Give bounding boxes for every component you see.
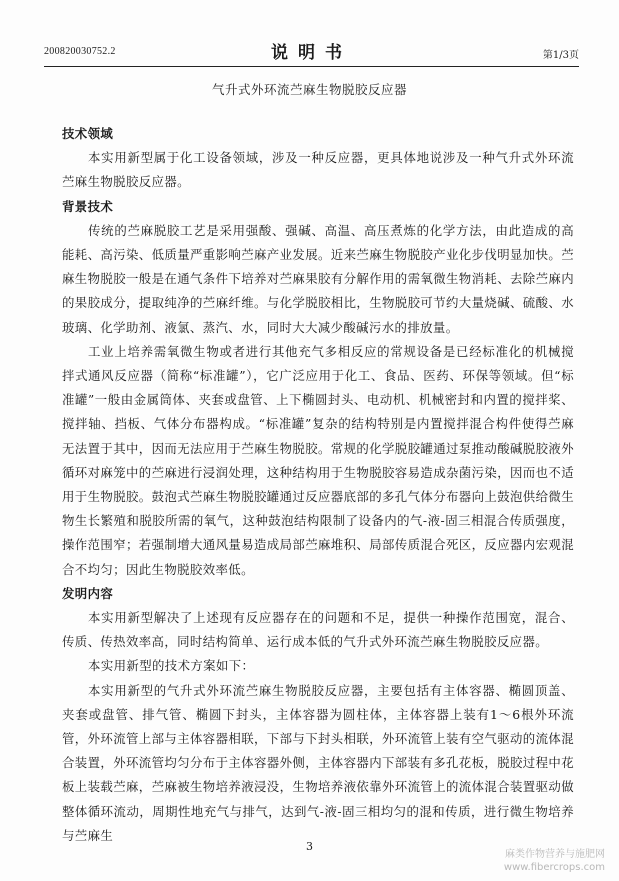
paragraph: 本实用新型的技术方案如下：: [88, 658, 255, 674]
paragraph: 工业上培养需氧微生物或者进行其他充气多相反应的常规设备是已经标准化的机械搅拌式通风反应器（简称“标准罐”），它广泛应用于化工、食品、医药、环保等领域。但“标准罐”一般由金属筒体、夹套或盘管、上下椭圆封头、电动机、机械密封和内置的搅拌桨、搅拌轴、挡板、气体分布器构成。“标准罐”复杂的结构特别是内置搅拌混合构件使得苎麻无法置于其中，因而无法应用于苎麻生物脱胶。常规的化学脱胶罐通过泵推动酸碱脱胶液外循环对麻笼中的苎麻进行浸润处理，这种结构用于生物脱胶容易造成杂菌污染，因而也不适用于生物脱胶。鼓泡式苎麻生物脱胶罐通过反应器底部的多孔气体分布器向上鼓泡供给微生物生长繁殖和脱胶所需的氧气，这种鼓泡结构限制了设备内的气-液-固三相混合传质强度，操作范围窄；若强制增大通风量易造成局部苎麻堆积、局部传质混合死区，反应器内宏观混合不均匀；因此生物脱胶效率低。: [62, 343, 574, 577]
paragraph: 本实用新型的气升式外环流苎麻生物脱胶反应器，主要包括有主体容器、椭圆顶盖、夹套或盘管、排气管、椭圆下封头，主体容器为圆柱体，主体容器上装有1～6根外环流管，外环流管上部与主体容器相联，下部与下封头相联，外环流管上装有空气驱动的流体混合装置，外环流管均匀分布于主体容器外侧，主体容器内下部装有多孔花板，脱胶过程中花板上装载苎麻，苎麻被生物培养液浸没，生物培养液依靠外环流管上的流体混合装置驱动做整体循环流动，周期性地充气与排气，达到气-液-固三相均匀的混和传质，进行微生物培养与苎麻生: [62, 682, 574, 843]
page-of-indicator: 第1/3页: [542, 50, 579, 61]
section-heading-background: 背景技术: [62, 198, 114, 214]
page-header: [44, 42, 579, 67]
paragraph: 本实用新型属于化工设备领域，涉及一种反应器，更具体地说涉及一种气升式外环流苎麻生物脱胶反应器。: [62, 150, 574, 190]
document-body: [62, 122, 574, 848]
paragraph: 本实用新型解决了上述现有反应器存在的问题和不足，提供一种操作范围宽，混合、传质、传热效率高，同时结构简单、运行成本低的气升式外环流苎麻生物脱胶反应器。: [62, 610, 574, 650]
watermark-line: www.fibercrops.com: [503, 862, 605, 873]
section-heading-invention: 发明内容: [62, 585, 114, 601]
paragraph: 传统的苎麻脱胶工艺是采用强酸、强碱、高温、高压煮炼的化学方法，由此造成的高能耗、高污染、低质量严重影响苎麻产业发展。近来苎麻生物脱胶产业化步伐明显加快。苎麻生物脱胶一般是在通气条件下培养对苎麻果胶有分解作用的需氧微生物消耗、去除苎麻内的果胶成分，提取纯净的苎麻纤维。与化学脱胶相比，生物脱胶可节约大量烧碱、硫酸、水玻璃、化学助剂、液氯、蒸汽、水，同时大大减少酸碱污水的排放量。: [62, 222, 574, 335]
application-number: 200820030752.2: [44, 46, 116, 57]
invention-title: 气升式外环流苎麻生物脱胶反应器: [211, 82, 407, 97]
section-heading-tech-field: 技术领域: [62, 126, 114, 141]
watermark-line: 麻类作物营养与施肥网: [505, 849, 605, 860]
watermark: [504, 848, 605, 874]
page-number: 3: [306, 840, 313, 853]
document-type-title: 说明书: [271, 43, 352, 63]
